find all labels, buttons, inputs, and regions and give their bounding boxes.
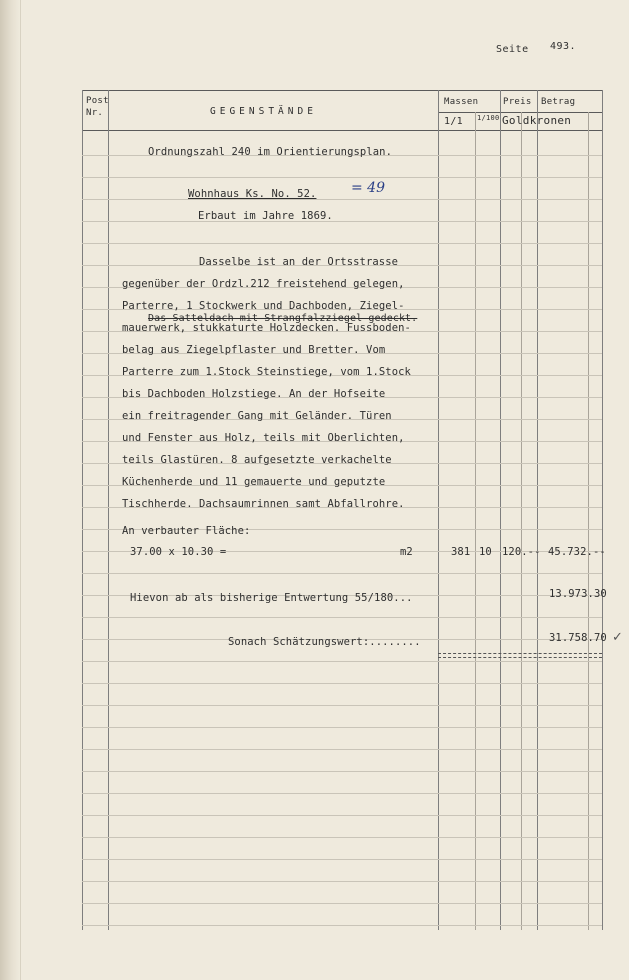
rule-line [82,177,602,178]
betrag-header: Betrag [541,97,576,107]
description-line-8: ein freitragender Gang mit Geländer. Türen [122,410,392,422]
rule-line [82,705,602,706]
massen-header: Massen [444,97,479,107]
description-line-7: bis Dachboden Holzstiege. An der Hofseite [122,388,386,400]
nr-label: Nr. [86,108,104,118]
sonach-line: Sonach Schätzungswert:........ [228,636,421,648]
description-line-2: gegenüber der Ordzl.212 freistehend gelegen, [122,278,405,290]
betrag-column-rule [537,90,538,930]
header-bottom-rule [82,130,602,131]
preis-column-rule [500,90,501,930]
massen-column-rule [438,90,439,930]
seite-number: 493. [550,41,577,52]
description-line-1: Dasselbe ist an der Ortsstrasse [199,256,399,268]
rule-line [82,661,602,662]
rule-line [82,221,602,222]
total-double-underline [438,653,602,658]
rule-line [82,727,602,728]
preis-value: 120.-- [502,546,541,558]
book-binding [0,0,21,980]
header-subrule [438,112,602,113]
description-line-4: mauerwerk, stukkaturte Holzdecken. Fussboden- [122,322,411,334]
right-border [602,90,603,930]
description-line-11: Küchenherde und 11 gemauerte und geputzte [122,476,386,488]
rule-line [82,837,602,838]
rule-line [82,903,602,904]
rule-line [82,243,602,244]
description-line-9: und Fenster aus Holz, teils mit Oberlichten, [122,432,405,444]
description-line-3: Parterre, 1 Stockwerk und Dachboden, Ziegel- [122,300,405,312]
rule-line [82,749,602,750]
rule-line [82,617,602,618]
ordnungszahl-line: Ordnungszahl 240 im Orientierungsplan. [148,146,393,158]
massen-split-rule [475,112,476,930]
massen-whole-header: 1/1 [444,116,463,127]
post-column-rule [108,90,109,930]
flaeche-label: An verbauter Fläche: [122,525,251,537]
rule-line [82,683,602,684]
betrag-value: 45.732.-- [548,546,606,558]
preis-split-rule [521,112,522,930]
seite-label: Seite [496,44,529,55]
description-line-12: Tischherde. Dachsaumrinnen samt Abfallrohre. [122,498,405,510]
massen-fraction-header: 1/100 [477,114,500,122]
left-border [82,90,83,930]
rule-line [82,859,602,860]
post-label: Post [86,96,109,106]
handwritten-number: = 49 [351,180,385,196]
massen-value: 381 [451,546,471,558]
area-unit: m2 [400,546,413,558]
rule-line [82,199,602,200]
goldkronen-header: Goldkronen [502,114,572,127]
hievon-line: Hievon ab als bisherige Entwertung 55/180... [130,592,413,604]
rule-line [82,815,602,816]
description-line-6: Parterre zum 1.Stock Steinstiege, vom 1.Stock [122,366,411,378]
table-top-rule [82,90,602,91]
rule-line [82,925,602,926]
check-mark: ✓ [612,630,623,645]
rule-line [82,573,602,574]
struck-roof-line: Das Satteldach mit Strangfalzziegel gedeckt. [148,313,418,324]
rule-line [82,771,602,772]
page-number [496,41,577,55]
area-calculation: 37.00 x 10.30 = [130,546,227,558]
rule-line [82,793,602,794]
hievon-value: 13.973.30 [549,588,607,600]
sonach-value: 31.758.70 [549,632,607,644]
description-line-5: belag aus Ziegelpflaster und Bretter. Vom [122,344,386,356]
preis-header: Preis [503,97,532,107]
description-line-10: teils Glastüren. 8 aufgesetzte verkachelte [122,454,392,466]
wohnhaus-line: Wohnhaus Ks. No. 52. [188,188,317,200]
erbaut-line: Erbaut im Jahre 1869. [198,210,333,222]
gegenstaende-header: GEGENSTÄNDE [210,106,317,117]
massen-fraction-value: 10 [479,546,492,558]
post-nr-header [86,95,109,119]
betrag-split-rule [588,112,589,930]
rule-line [82,881,602,882]
